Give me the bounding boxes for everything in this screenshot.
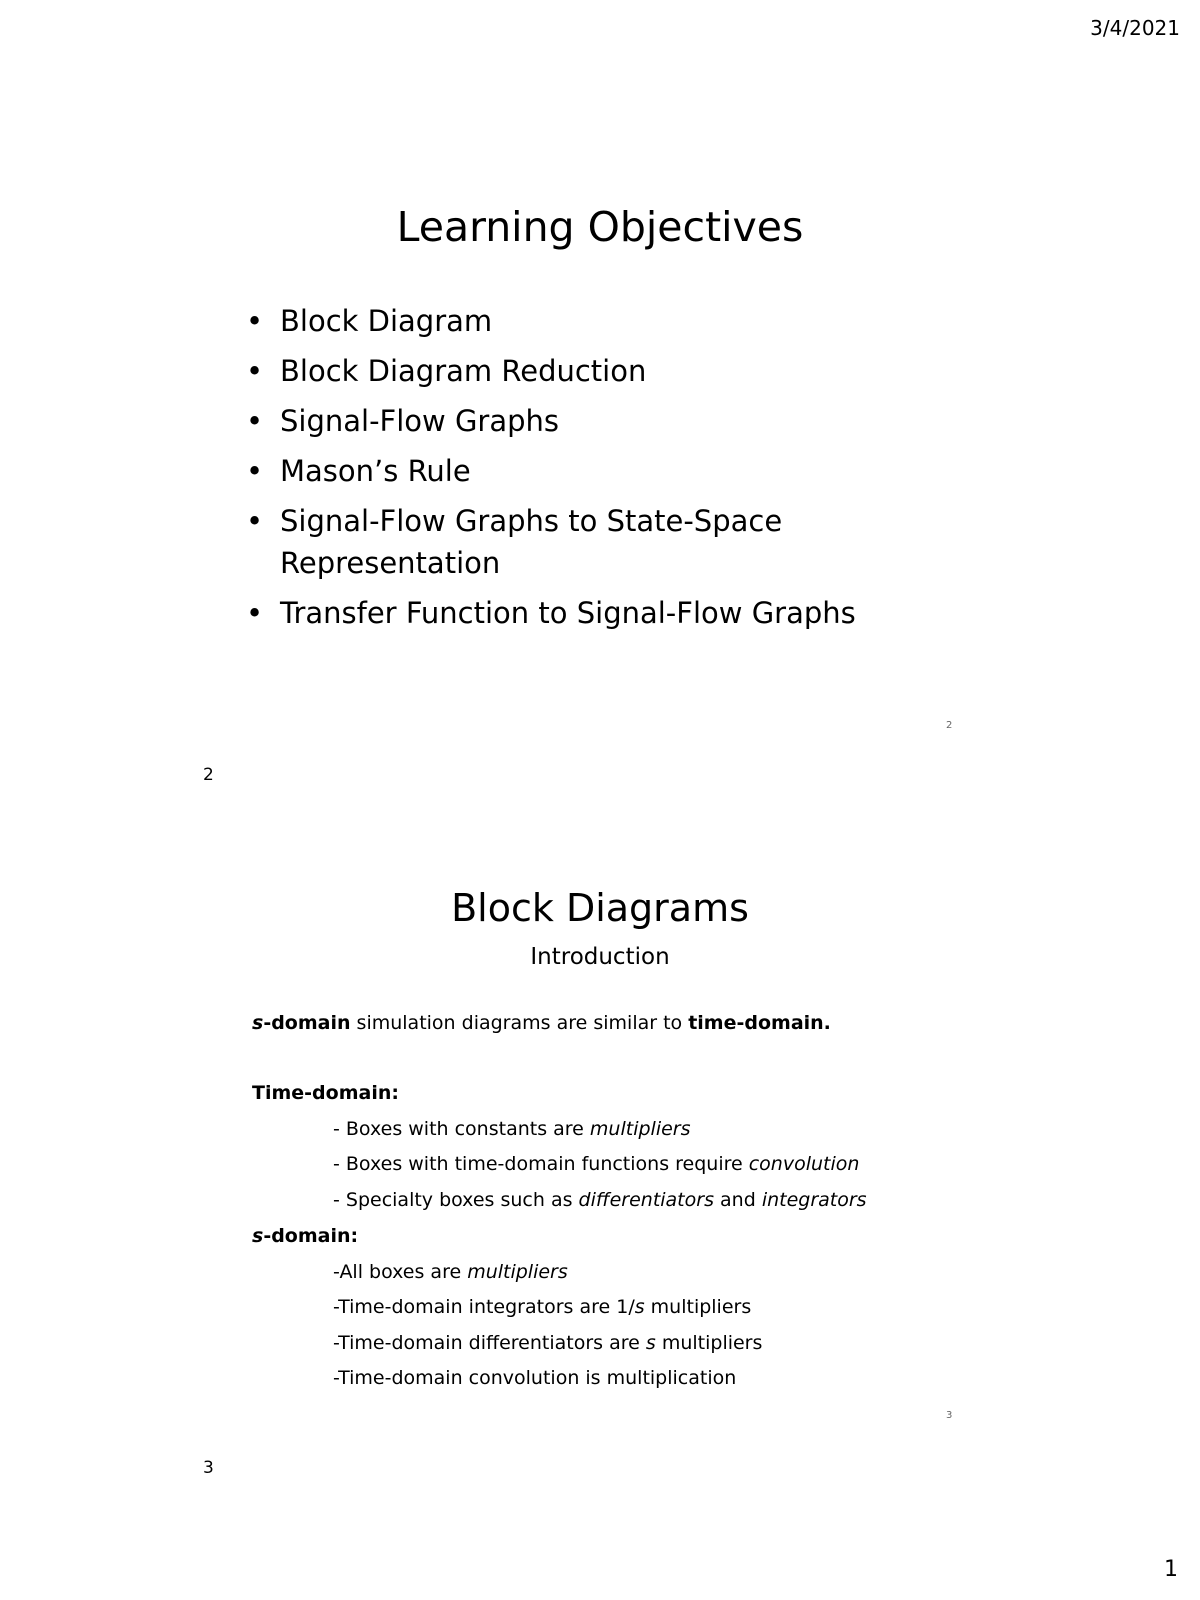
item-italic: multipliers [589, 1118, 691, 1140]
time-domain-item [333, 1188, 867, 1212]
item-italic: convolution [748, 1153, 860, 1175]
s-domain-heading [252, 1224, 358, 1248]
item-text: -Time-domain convolution is multiplication [333, 1367, 737, 1389]
item-italic: s [645, 1332, 656, 1354]
bullet-icon: • [246, 454, 264, 488]
item-text: -Time-domain integrators are 1/ [333, 1296, 635, 1318]
item-italic: multipliers [467, 1261, 568, 1283]
objective-item [246, 400, 866, 442]
bullet-icon: • [246, 404, 264, 438]
slide-title-block-diagrams: Block Diagrams [451, 886, 749, 930]
intro-domain: -domain [263, 1012, 351, 1034]
objectives-list [246, 300, 866, 642]
slide-index: 2 [203, 765, 214, 785]
slide-small-number: 2 [946, 720, 953, 731]
item-text: - Specialty boxes such as [333, 1189, 579, 1211]
item-text: and [713, 1189, 762, 1211]
slide-subtitle: Introduction [530, 944, 670, 970]
intro-s: s [252, 1012, 264, 1034]
intro-middle: simulation diagrams are similar to [350, 1012, 689, 1034]
item-italic: integrators [761, 1189, 867, 1211]
s-domain-item [333, 1295, 751, 1319]
bullet-icon: • [246, 504, 264, 538]
item-text: -All boxes are [333, 1261, 468, 1283]
s-domain-item [333, 1260, 568, 1284]
s-domain-item [333, 1331, 762, 1355]
objective-item [246, 592, 866, 634]
item-italic: s [634, 1296, 645, 1318]
intro-time-domain: time-domain. [688, 1012, 831, 1034]
objective-item [246, 450, 866, 492]
document-date: 3/4/2021 [1090, 16, 1180, 40]
item-text: multipliers [655, 1332, 763, 1354]
time-domain-heading: Time-domain: [252, 1082, 399, 1104]
objective-item [246, 500, 866, 584]
objective-text: Block Diagram Reduction [280, 354, 647, 388]
objective-text: Transfer Function to Signal-Flow Graphs [280, 596, 856, 630]
slide-index: 3 [203, 1458, 214, 1478]
item-text: multipliers [644, 1296, 752, 1318]
bullet-icon: • [246, 596, 264, 630]
item-italic: differentiators [578, 1189, 714, 1211]
slide-small-number: 3 [946, 1410, 953, 1421]
bullet-icon: • [246, 354, 264, 388]
item-text: - Boxes with constants are [333, 1118, 590, 1140]
item-text: -Time-domain differentiators are [333, 1332, 646, 1354]
heading-s: s [252, 1225, 264, 1247]
bullet-icon: • [246, 304, 264, 338]
item-text: - Boxes with time-domain functions require [333, 1153, 749, 1175]
intro-sentence [252, 1011, 831, 1035]
objective-text: Signal-Flow Graphs to State-Space Representation [280, 504, 783, 580]
heading-rest: -domain: [263, 1225, 359, 1247]
objective-item [246, 300, 866, 342]
objective-item [246, 350, 866, 392]
s-domain-item [333, 1366, 736, 1390]
time-domain-item [333, 1117, 691, 1141]
time-domain-item [333, 1152, 859, 1176]
objective-text: Block Diagram [280, 304, 493, 338]
page-number: 1 [1164, 1557, 1178, 1582]
slide-title-learning-objectives: Learning Objectives [396, 203, 804, 251]
objective-text: Mason’s Rule [280, 454, 471, 488]
objective-text: Signal-Flow Graphs [280, 404, 560, 438]
